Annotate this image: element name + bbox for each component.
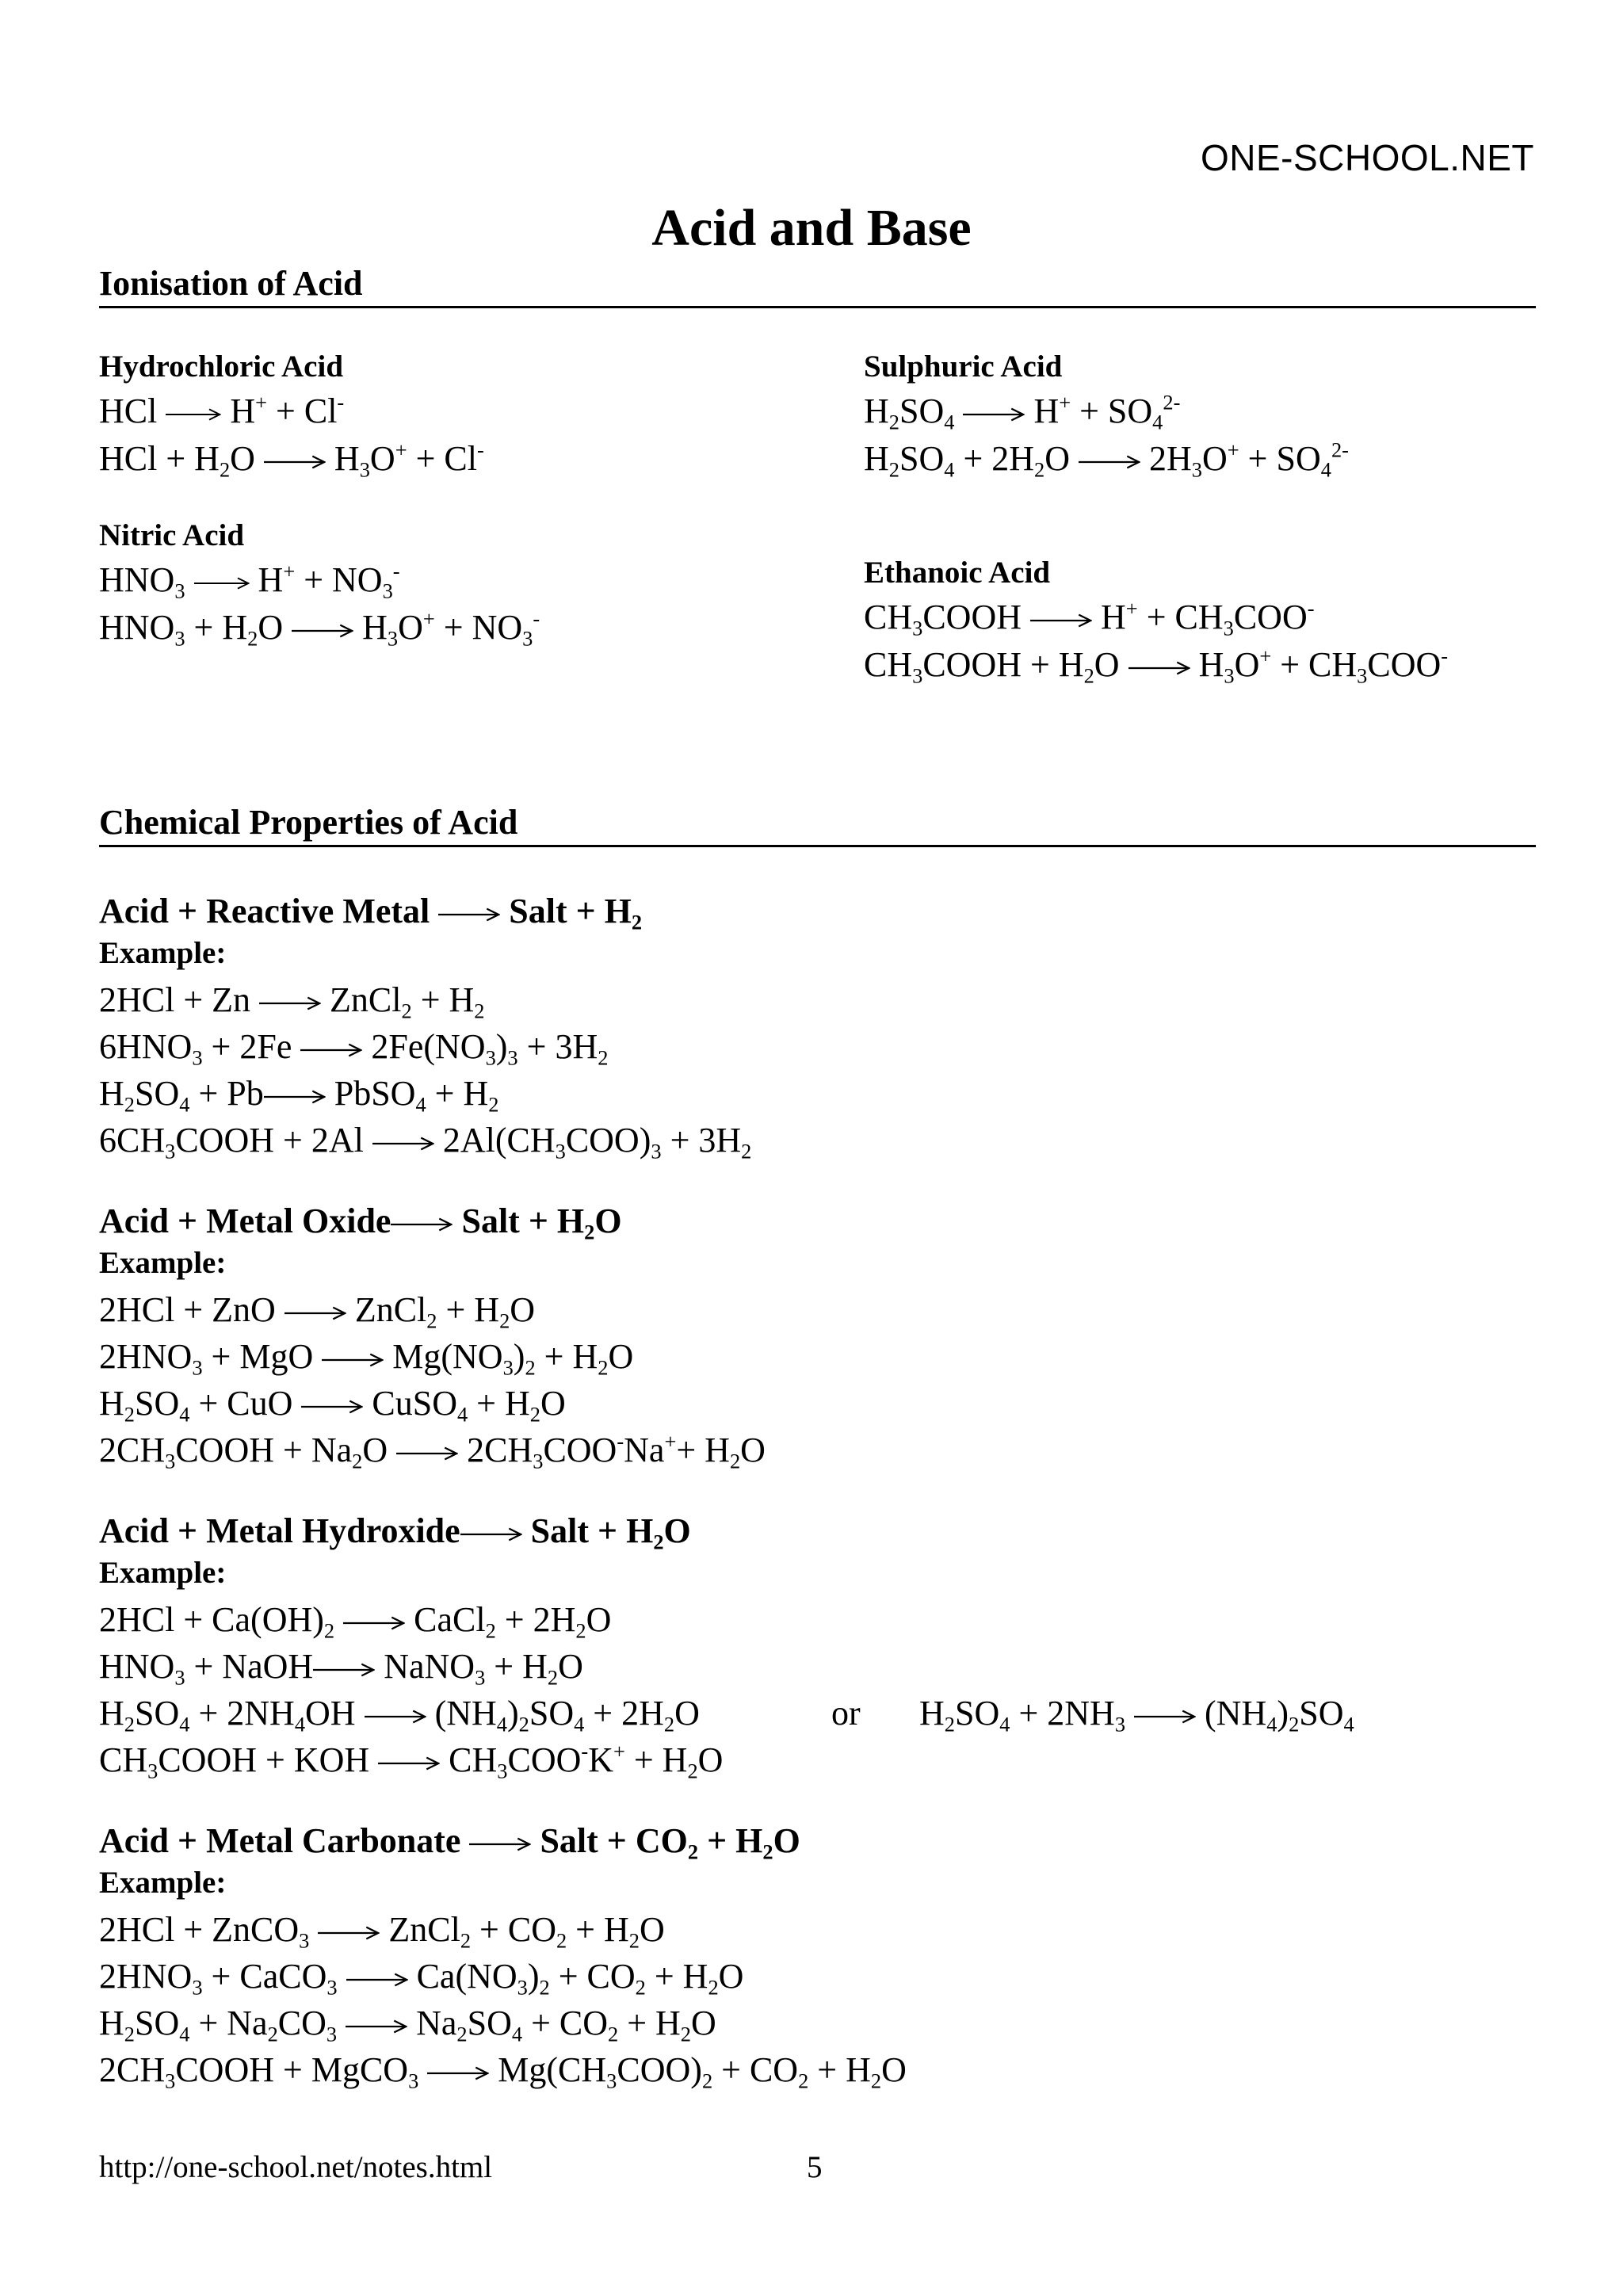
equation: $2HNO_3$ + MgO $Mg(NO_3)_2 + H_2O$ (99, 1337, 634, 1380)
arrow-icon (300, 1042, 362, 1058)
arrow-icon (469, 1836, 531, 1852)
reaction-heading-metal-carbonate: Acid + Metal Carbonate Salt + $CO_2 + H_2O$ (99, 1821, 800, 1864)
equation: $H_2SO_4 + 2NH_3$ $(NH_4)_2SO_4$ (919, 1694, 1354, 1736)
equation: HCl + $H_2O$ $H_3O^+ + Cl^-$ (99, 437, 484, 482)
section-divider (99, 306, 1536, 308)
equation: $CH_3COOH + H_2O$ $H_3O^+ + CH_3COO^-$ (864, 644, 1449, 688)
equation: $HNO_3$ + NaOH NaNO$_3$ + $H_2O$ (99, 1647, 583, 1690)
arrow-icon (264, 1089, 326, 1105)
page-number: 5 (807, 2150, 823, 2184)
equation: $H_2SO_4 + Na_2CO_3$ $Na_2SO_4 + CO_2 + H_2O$ (99, 2004, 716, 2046)
arrow-icon (346, 1972, 408, 1988)
reaction-heading-metal-oxide: Acid + Metal Oxide Salt + $H_2O$ (99, 1201, 622, 1244)
equation: $H_2SO_4 + Pb$ PbSO$_4$ + $H_2$ (99, 1074, 499, 1117)
arrow-icon (313, 1662, 375, 1678)
equation: 2HCl + ZnO ZnCl$_2$ + $H_2O$ (99, 1290, 536, 1333)
arrow-icon (372, 1136, 434, 1152)
arrow-icon (1079, 454, 1140, 470)
arrow-icon (264, 454, 326, 470)
page-title: Acid and Base (651, 199, 972, 257)
footer-link[interactable]: http://one-school.net/notes.html (99, 2150, 493, 2184)
or-connector: or (831, 1694, 861, 1733)
equation: $H_2SO_4 + 2NH_4OH$ $(NH_4)_2SO_4 + 2H_2O$ (99, 1694, 700, 1736)
arrow-icon (365, 1709, 426, 1725)
equation: HCl H+ + Cl- (99, 390, 345, 430)
equation: $6CH_3COOH + 2Al$ $2Al(CH_3COO)_3 + 3H_2$ (99, 1121, 752, 1163)
equation: $H_2SO_4$ $H^+ + SO_4^{2-}$ (864, 390, 1181, 434)
arrow-icon (438, 907, 500, 923)
ethanoic-acid-label: Ethanoic Acid (864, 556, 1051, 590)
arrow-icon (318, 1925, 380, 1941)
equation: $2CH_3COOH + Na_2O$ $2CH_3COO^-Na^++ H_2O$ (99, 1429, 766, 1473)
arrow-icon (301, 1399, 363, 1415)
example-label: Example: (99, 1246, 227, 1280)
section-divider (99, 845, 1536, 847)
equation: $2HCl + Ca(OH)_2$ CaCl$_2$ + $2H_2O$ (99, 1600, 612, 1643)
arrow-icon (194, 575, 250, 591)
arrow-icon (460, 1526, 522, 1542)
arrow-icon (1030, 613, 1092, 628)
nitric-acid-label: Nitric Acid (99, 518, 245, 552)
arrow-icon (1134, 1709, 1196, 1725)
arrow-icon (285, 1305, 346, 1321)
arrow-icon (1128, 660, 1190, 676)
example-label: Example: (99, 936, 227, 970)
hydrochloric-acid-label: Hydrochloric Acid (99, 350, 344, 384)
equation: 2HCl + ZnCO$_3$ ZnCl$_2$ + $CO_2 + H_2O$ (99, 1910, 665, 1953)
arrow-icon (259, 995, 321, 1011)
reaction-heading-reactive-metal: Acid + Reactive Metal Salt + $H_2$ (99, 892, 643, 934)
equation: $CH_3COOH$ $H^+ + CH_3COO^-$ (864, 596, 1315, 640)
reaction-heading-metal-hydroxide: Acid + Metal Hydroxide Salt + $H_2O$ (99, 1511, 691, 1554)
equation: $CH_3COOH$ + KOH $CH_3COO^-K^+ + H_2O$ (99, 1739, 724, 1783)
section-heading-ionisation: Ionisation of Acid (99, 264, 363, 303)
example-label: Example: (99, 1556, 227, 1590)
equation: 2HCl + Zn ZnCl$_2$ + $H_2$ (99, 980, 485, 1023)
equation: $H_2SO_4$ + CuO CuSO$_4$ + $H_2O$ (99, 1384, 566, 1427)
arrow-icon (343, 1615, 405, 1631)
equation: $H_2SO_4 + 2H_2O$ $2H_3O^+ + SO_4^{2-}$ (864, 437, 1349, 482)
arrow-icon (963, 407, 1025, 422)
equation: $HNO_3 + H_2O$ $H_3O^+ + NO_3^-$ (99, 606, 540, 651)
equation: $6HNO_3 + 2Fe$ $2Fe(NO_3)_3 + 3H_2$ (99, 1027, 609, 1070)
site-brand: ONE-SCHOOL.NET (1200, 137, 1534, 178)
arrow-icon (396, 1446, 458, 1461)
equation: $2CH_3COOH$ + MgCO$_3$ $Mg(CH_3COO)_2 + CO_2 + H_2O$ (99, 2050, 907, 2093)
arrow-icon (166, 407, 221, 422)
arrow-icon (391, 1217, 453, 1232)
section-heading-properties: Chemical Properties of Acid (99, 803, 518, 842)
arrow-icon (292, 623, 353, 639)
arrow-icon (427, 2065, 489, 2081)
arrow-icon (378, 1755, 440, 1771)
example-label: Example: (99, 1866, 227, 1900)
equation: $HNO_3$ $H^+ + NO_3^-$ (99, 559, 400, 603)
sulphuric-acid-label: Sulphuric Acid (864, 350, 1063, 384)
arrow-icon (322, 1352, 384, 1368)
arrow-icon (346, 2019, 407, 2034)
equation: $2HNO_3$ + CaCO$_3$ $Ca(NO_3)_2 + CO_2 + H_2O$ (99, 1957, 744, 2000)
